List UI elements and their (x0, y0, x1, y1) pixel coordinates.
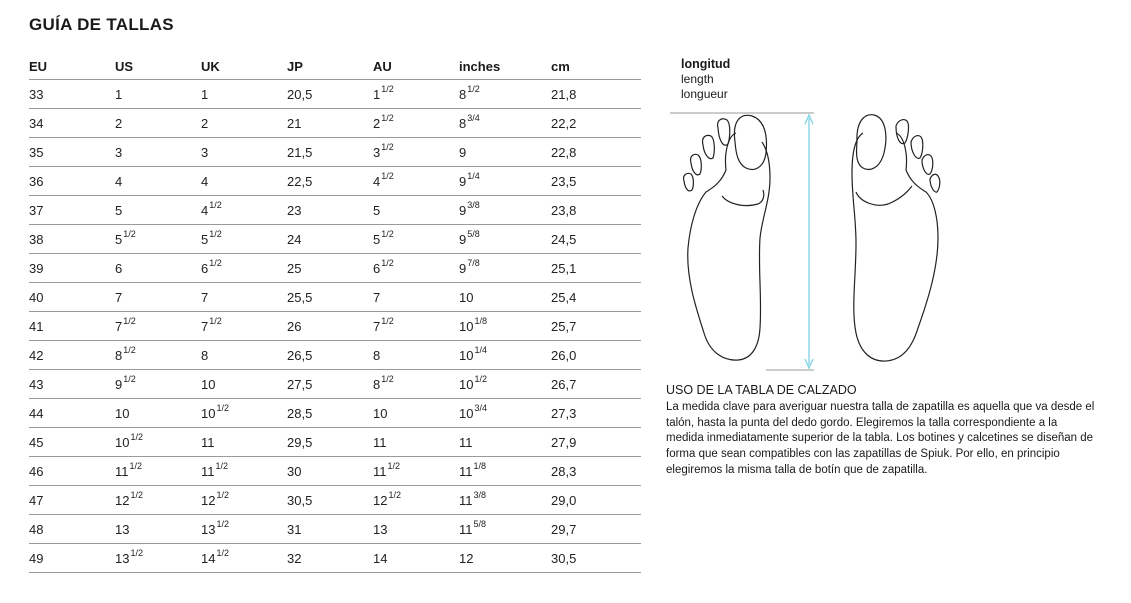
cell-whole: 12 (373, 492, 388, 508)
cell-fraction: 1/2 (388, 490, 401, 501)
cell-whole: 4 (201, 202, 209, 218)
cell-fraction: 1/2 (209, 316, 222, 327)
cell-whole: 8 (459, 115, 467, 131)
table-cell-eu: 43 (29, 370, 115, 399)
cell-whole: 5 (373, 231, 381, 247)
table-cell-eu: 33 (29, 80, 115, 109)
cell-whole: 11 (115, 463, 129, 479)
table-cell-inches (459, 341, 551, 370)
cell-whole: 11 (459, 463, 473, 479)
length-arrow-icon (805, 115, 813, 368)
table-cell-au (373, 370, 459, 399)
cell-fraction: 5/8 (467, 229, 480, 240)
cell-fraction: 1/2 (215, 461, 229, 472)
cell-whole: 5 (201, 231, 209, 247)
cell-fraction: 1/8 (474, 316, 487, 327)
table-cell-au (373, 80, 459, 109)
table-cell-au (373, 457, 459, 486)
cell-whole: 13 (201, 521, 216, 537)
table-row (29, 196, 641, 225)
cell-fraction: 1/2 (474, 374, 487, 385)
table-row (29, 225, 641, 254)
table-cell-uk: 11 (201, 428, 287, 457)
table-cell-uk (201, 399, 287, 428)
table-cell-us (115, 457, 201, 486)
table-cell-jp: 20,5 (287, 80, 373, 109)
table-cell-eu: 46 (29, 457, 115, 486)
table-cell-eu: 48 (29, 515, 115, 544)
cell-fraction: 1/4 (467, 171, 480, 182)
table-cell-us: 1 (115, 80, 201, 109)
cell-fraction: 5/8 (473, 519, 487, 530)
table-cell-inches (459, 370, 551, 399)
table-row (29, 486, 641, 515)
cell-fraction: 1/2 (130, 548, 143, 559)
table-cell-inches (459, 196, 551, 225)
right-foot-icon (852, 115, 940, 361)
table-cell-au (373, 486, 459, 515)
table-cell-au: 7 (373, 283, 459, 312)
length-label-en: length (681, 72, 714, 86)
cell-whole: 6 (201, 260, 209, 276)
table-cell-eu: 42 (29, 341, 115, 370)
table-cell-jp: 26 (287, 312, 373, 341)
table-cell-cm: 28,3 (551, 457, 641, 486)
table-cell-jp: 27,5 (287, 370, 373, 399)
table-cell-inches (459, 457, 551, 486)
table-cell-eu: 45 (29, 428, 115, 457)
table-cell-us: 7 (115, 283, 201, 312)
cell-fraction: 1/2 (381, 113, 394, 124)
table-cell-eu: 34 (29, 109, 115, 138)
size-table (29, 53, 641, 573)
cell-fraction: 1/2 (209, 229, 222, 240)
cell-fraction: 1/2 (130, 432, 143, 443)
table-cell-jp: 25,5 (287, 283, 373, 312)
table-cell-jp: 22,5 (287, 167, 373, 196)
table-cell-au: 13 (373, 515, 459, 544)
table-cell-inches (459, 167, 551, 196)
table-row (29, 428, 641, 457)
table-cell-cm: 26,7 (551, 370, 641, 399)
cell-fraction: 1/2 (123, 316, 136, 327)
cell-whole: 9 (459, 173, 467, 189)
cell-fraction: 1/8 (473, 461, 487, 472)
table-cell-us: 5 (115, 196, 201, 225)
cell-whole: 10 (459, 405, 474, 421)
cell-fraction: 1/2 (216, 548, 229, 559)
table-cell-jp: 32 (287, 544, 373, 573)
table-cell-au: 10 (373, 399, 459, 428)
table-cell-uk: 2 (201, 109, 287, 138)
table-cell-us: 2 (115, 109, 201, 138)
table-cell-jp: 31 (287, 515, 373, 544)
cell-whole: 5 (115, 231, 123, 247)
table-cell-jp: 25 (287, 254, 373, 283)
cell-fraction: 3/8 (467, 200, 480, 211)
page-title: GUÍA DE TALLAS (29, 15, 174, 34)
usage-title: USO DE LA TABLA DE CALZADO (666, 383, 857, 397)
length-label-es: longitud (681, 57, 731, 71)
cell-whole: 11 (459, 521, 473, 537)
table-cell-inches: 11 (459, 428, 551, 457)
cell-fraction: 1/2 (467, 84, 480, 95)
table-cell-us: 6 (115, 254, 201, 283)
header-uk: UK (201, 53, 287, 80)
table-cell-eu: 49 (29, 544, 115, 573)
table-cell-uk: 3 (201, 138, 287, 167)
cell-fraction: 3/8 (473, 490, 487, 501)
table-row (29, 138, 641, 167)
table-row (29, 457, 641, 486)
cell-fraction: 1/2 (387, 461, 401, 472)
cell-whole: 12 (201, 492, 216, 508)
table-row (29, 370, 641, 399)
table-cell-eu: 35 (29, 138, 115, 167)
cell-fraction: 1/2 (381, 229, 394, 240)
table-cell-jp: 21 (287, 109, 373, 138)
cell-whole: 11 (201, 463, 215, 479)
cell-whole: 14 (201, 550, 216, 566)
table-row (29, 283, 641, 312)
table-cell-cm: 27,9 (551, 428, 641, 457)
table-header-row (29, 53, 641, 80)
table-row (29, 167, 641, 196)
cell-whole: 9 (459, 202, 467, 218)
table-cell-cm: 25,7 (551, 312, 641, 341)
table-cell-cm: 23,5 (551, 167, 641, 196)
cell-whole: 11 (459, 492, 473, 508)
left-foot-icon (684, 115, 770, 360)
cell-fraction: 1/2 (381, 142, 394, 153)
table-cell-uk: 1 (201, 80, 287, 109)
table-cell-au: 11 (373, 428, 459, 457)
table-cell-cm: 29,0 (551, 486, 641, 515)
header-us: US (115, 53, 201, 80)
table-cell-cm: 24,5 (551, 225, 641, 254)
table-cell-us: 3 (115, 138, 201, 167)
table-cell-au (373, 167, 459, 196)
cell-fraction: 1/2 (209, 258, 222, 269)
cell-whole: 10 (459, 376, 474, 392)
cell-fraction: 3/4 (474, 403, 487, 414)
table-cell-inches (459, 225, 551, 254)
table-cell-jp: 29,5 (287, 428, 373, 457)
table-cell-au: 14 (373, 544, 459, 573)
length-label-fr: longueur (681, 87, 728, 101)
table-cell-us (115, 341, 201, 370)
cell-fraction: 1/2 (381, 171, 394, 182)
table-cell-eu: 38 (29, 225, 115, 254)
table-cell-jp: 28,5 (287, 399, 373, 428)
cell-fraction: 1/2 (130, 490, 143, 501)
table-cell-cm: 29,7 (551, 515, 641, 544)
cell-fraction: 1/2 (381, 316, 394, 327)
table-cell-uk: 4 (201, 167, 287, 196)
table-cell-uk (201, 544, 287, 573)
table-cell-inches (459, 109, 551, 138)
cell-whole: 10 (459, 347, 474, 363)
cell-fraction: 7/8 (467, 258, 480, 269)
cell-fraction: 1/2 (216, 519, 229, 530)
table-cell-uk: 7 (201, 283, 287, 312)
table-row (29, 544, 641, 573)
cell-fraction: 1/2 (123, 374, 136, 385)
table-cell-eu: 44 (29, 399, 115, 428)
table-cell-uk: 10 (201, 370, 287, 399)
table-cell-inches (459, 254, 551, 283)
cell-whole: 10 (115, 434, 130, 450)
table-cell-cm: 21,8 (551, 80, 641, 109)
header-cm: cm (551, 53, 641, 80)
cell-whole: 8 (373, 376, 381, 392)
header-au: AU (373, 53, 459, 80)
table-cell-eu: 47 (29, 486, 115, 515)
table-row (29, 312, 641, 341)
table-cell-inches (459, 515, 551, 544)
table-cell-eu: 40 (29, 283, 115, 312)
table-cell-uk (201, 196, 287, 225)
cell-fraction: 1/2 (216, 490, 229, 501)
table-cell-us (115, 544, 201, 573)
table-cell-inches (459, 80, 551, 109)
header-jp: JP (287, 53, 373, 80)
table-cell-cm: 22,2 (551, 109, 641, 138)
cell-whole: 13 (115, 550, 130, 566)
cell-fraction: 3/4 (467, 113, 480, 124)
table-cell-au (373, 109, 459, 138)
cell-whole: 8 (459, 86, 467, 102)
table-row (29, 515, 641, 544)
cell-whole: 7 (201, 318, 209, 334)
table-cell-inches: 10 (459, 283, 551, 312)
table-cell-cm: 30,5 (551, 544, 641, 573)
table-cell-cm: 27,3 (551, 399, 641, 428)
header-eu: EU (29, 53, 115, 80)
table-cell-au: 8 (373, 341, 459, 370)
header-inches: inches (459, 53, 551, 80)
table-cell-jp: 21,5 (287, 138, 373, 167)
table-cell-cm: 23,8 (551, 196, 641, 225)
cell-fraction: 1/2 (381, 258, 394, 269)
table-cell-inches: 12 (459, 544, 551, 573)
table-cell-au (373, 254, 459, 283)
table-cell-jp: 23 (287, 196, 373, 225)
cell-whole: 9 (115, 376, 123, 392)
length-label (681, 57, 730, 102)
table-cell-uk (201, 312, 287, 341)
table-cell-us: 10 (115, 399, 201, 428)
table-row (29, 341, 641, 370)
foot-outline-icon (666, 108, 956, 373)
table-cell-uk (201, 254, 287, 283)
cell-whole: 9 (459, 231, 467, 247)
table-cell-au (373, 225, 459, 254)
cell-fraction: 1/2 (123, 229, 136, 240)
table-cell-us: 13 (115, 515, 201, 544)
table-cell-inches: 9 (459, 138, 551, 167)
table-cell-eu: 37 (29, 196, 115, 225)
cell-fraction: 1/4 (474, 345, 487, 356)
table-body (29, 80, 641, 573)
cell-whole: 7 (115, 318, 123, 334)
table-cell-uk (201, 515, 287, 544)
cell-fraction: 1/2 (123, 345, 136, 356)
table-cell-us (115, 370, 201, 399)
cell-fraction: 1/2 (216, 403, 229, 414)
table-cell-cm: 22,8 (551, 138, 641, 167)
cell-whole: 2 (373, 115, 381, 131)
table-cell-eu: 36 (29, 167, 115, 196)
cell-fraction: 1/2 (381, 84, 394, 95)
table-cell-cm: 26,0 (551, 341, 641, 370)
usage-text: La medida clave para averiguar nuestra talla de zapatilla es aquella que va desde el talón, hasta la punta del dedo gordo. Elegiremos la talla correspondiente a la medida inmediatamente superior de la tabla. Los botines y calcetines se diseñan de forma que sean compatibles con las zapatillas de Spiuk. Por ello, en principio elegiremos la misma talla de botín que de zapatilla. (666, 401, 1095, 476)
table-row (29, 399, 641, 428)
cell-whole: 10 (459, 318, 474, 334)
table-cell-us (115, 312, 201, 341)
cell-whole: 11 (373, 463, 387, 479)
table-row (29, 109, 641, 138)
cell-whole: 12 (115, 492, 130, 508)
cell-whole: 8 (115, 347, 123, 363)
cell-whole: 10 (201, 405, 216, 421)
cell-fraction: 1/2 (209, 200, 222, 211)
table-cell-au: 5 (373, 196, 459, 225)
table-cell-us: 4 (115, 167, 201, 196)
table-cell-us (115, 486, 201, 515)
table-cell-cm: 25,4 (551, 283, 641, 312)
table-cell-jp: 30 (287, 457, 373, 486)
cell-whole: 1 (373, 86, 381, 102)
table-cell-jp: 26,5 (287, 341, 373, 370)
cell-whole: 9 (459, 260, 467, 276)
table-cell-jp: 24 (287, 225, 373, 254)
table-cell-inches (459, 399, 551, 428)
table-cell-inches (459, 312, 551, 341)
table-cell-inches (459, 486, 551, 515)
table-row (29, 80, 641, 109)
table-cell-eu: 39 (29, 254, 115, 283)
table-cell-us (115, 225, 201, 254)
table-cell-us (115, 428, 201, 457)
table-cell-uk (201, 486, 287, 515)
table-cell-eu: 41 (29, 312, 115, 341)
table-cell-uk (201, 457, 287, 486)
table-cell-uk (201, 225, 287, 254)
table-row (29, 254, 641, 283)
cell-whole: 6 (373, 260, 381, 276)
cell-whole: 3 (373, 144, 381, 160)
cell-fraction: 1/2 (381, 374, 394, 385)
table-cell-au (373, 138, 459, 167)
cell-whole: 4 (373, 173, 381, 189)
table-cell-cm: 25,1 (551, 254, 641, 283)
cell-whole: 7 (373, 318, 381, 334)
table-cell-uk: 8 (201, 341, 287, 370)
table-cell-jp: 30,5 (287, 486, 373, 515)
cell-fraction: 1/2 (129, 461, 143, 472)
table-cell-au (373, 312, 459, 341)
